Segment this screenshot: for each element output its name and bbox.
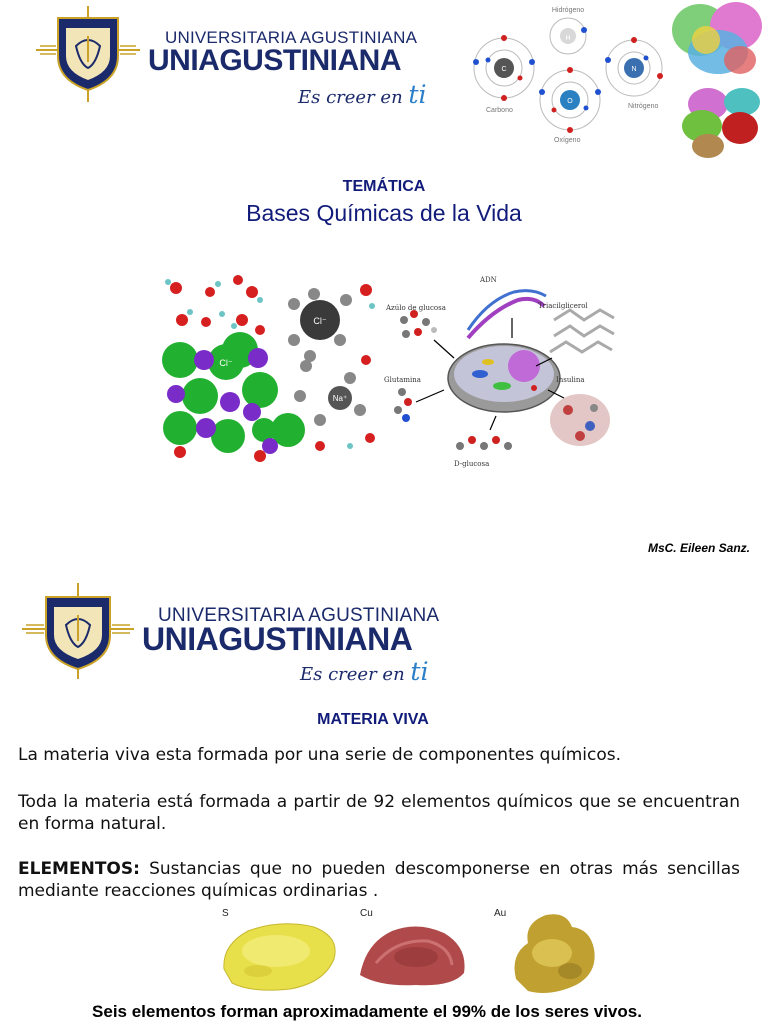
nitrogen-label: Nitrógeno: [628, 103, 659, 110]
tagline-accent: ti: [408, 80, 427, 109]
elements-term: ELEMENTOS:: [18, 859, 140, 879]
tagline: [300, 657, 429, 686]
nitrogen-atom: [605, 37, 663, 110]
shield-emblem: [36, 6, 140, 102]
element-label-copper: Cu: [360, 908, 373, 919]
footer-statement: Seis elementos forman aproximadamente el 99% de los seres vivos.: [92, 1002, 642, 1021]
university-name-line1: UNIVERSITARIA AGUSTINIANA: [158, 605, 440, 626]
dna-helix: [468, 276, 546, 338]
glutamine-label: Glutamina: [384, 376, 421, 384]
hydrogen-symbol: H: [565, 35, 571, 42]
tagline-accent: ti: [410, 657, 429, 686]
chloride-lattice-label: Cl⁻: [219, 358, 233, 368]
cell: [448, 344, 560, 412]
paragraph-elements-definition: [18, 858, 740, 902]
university-name-line1: UNIVERSITARIA AGUSTINIANA: [165, 28, 418, 47]
atoms-illustration: [466, 0, 666, 150]
author-credit: MsC. Eileen Sanz.: [647, 541, 750, 555]
sulfur-sample-image: [218, 917, 342, 993]
sodium-ion-free: [328, 386, 352, 410]
carbon-atom: [473, 35, 535, 114]
dglucose-label: D-glucosa: [454, 460, 490, 468]
tagline: [298, 80, 427, 109]
adn-label: ADN: [480, 276, 497, 284]
carbon-symbol: C: [501, 66, 507, 73]
sodium-free-label: Na⁺: [332, 394, 348, 403]
cell-biomolecules-diagram: [384, 270, 620, 470]
hydrogen-atom: [550, 7, 587, 54]
paragraph-92-elements: Toda la materia está formada a partir de 92 elementos químicos que se encuentran en forma natural.: [18, 792, 740, 834]
gold-sample-image: [506, 909, 600, 999]
starch-molecule: [385, 304, 446, 338]
university-name-line2: UNIAGUSTINIANA: [148, 44, 401, 77]
element-label-gold: Au: [494, 908, 507, 919]
starch-label: Azúlo de glucosa: [386, 304, 446, 312]
slide-materia-viva: [0, 565, 768, 1024]
copper-sample-image: [356, 917, 472, 989]
element-label-sulfur: S: [222, 908, 229, 919]
oxygen-atom: [539, 67, 601, 144]
tagline-text: Es creer en: [298, 87, 403, 108]
chloride-free-label: Cl⁻: [313, 316, 327, 326]
tagline-text: Es creer en: [300, 664, 405, 685]
tematica-label: TEMÁTICA: [342, 178, 426, 195]
glutamine-molecule: [384, 376, 421, 422]
shield-emblem: [22, 583, 134, 679]
elements-definition-text: Sustancias que no pueden descomponerse en otras más sencillas mediante reacciones químicas ordinarias .: [18, 859, 740, 901]
salt-ions-illustration: [160, 270, 382, 462]
nacl-crystal-lattice: [162, 332, 305, 462]
slide-title: Bases Químicas de la Vida: [246, 200, 522, 226]
nitrogen-symbol: N: [631, 66, 637, 73]
paragraph-living-matter: La materia viva esta formada por una serie de componentes químicos.: [18, 745, 622, 765]
oxygen-label: Oxígeno: [554, 137, 581, 144]
oxygen-symbol: O: [567, 98, 573, 105]
triacylglycerol-label: Triacilglicerol: [538, 302, 588, 310]
insulin-label: Insulina: [556, 376, 585, 384]
carbon-label: Carbono: [486, 107, 513, 114]
hydrogen-label: Hidrógeno: [551, 7, 585, 14]
university-name-line2: UNIAGUSTINIANA: [142, 621, 413, 657]
chloride-ion-free: [300, 300, 340, 340]
triacylglycerol-molecule: [538, 302, 614, 352]
dglucose-molecule: [454, 436, 512, 468]
protein-structure-image: [670, 0, 768, 162]
section-title: MATERIA VIVA: [317, 711, 429, 728]
